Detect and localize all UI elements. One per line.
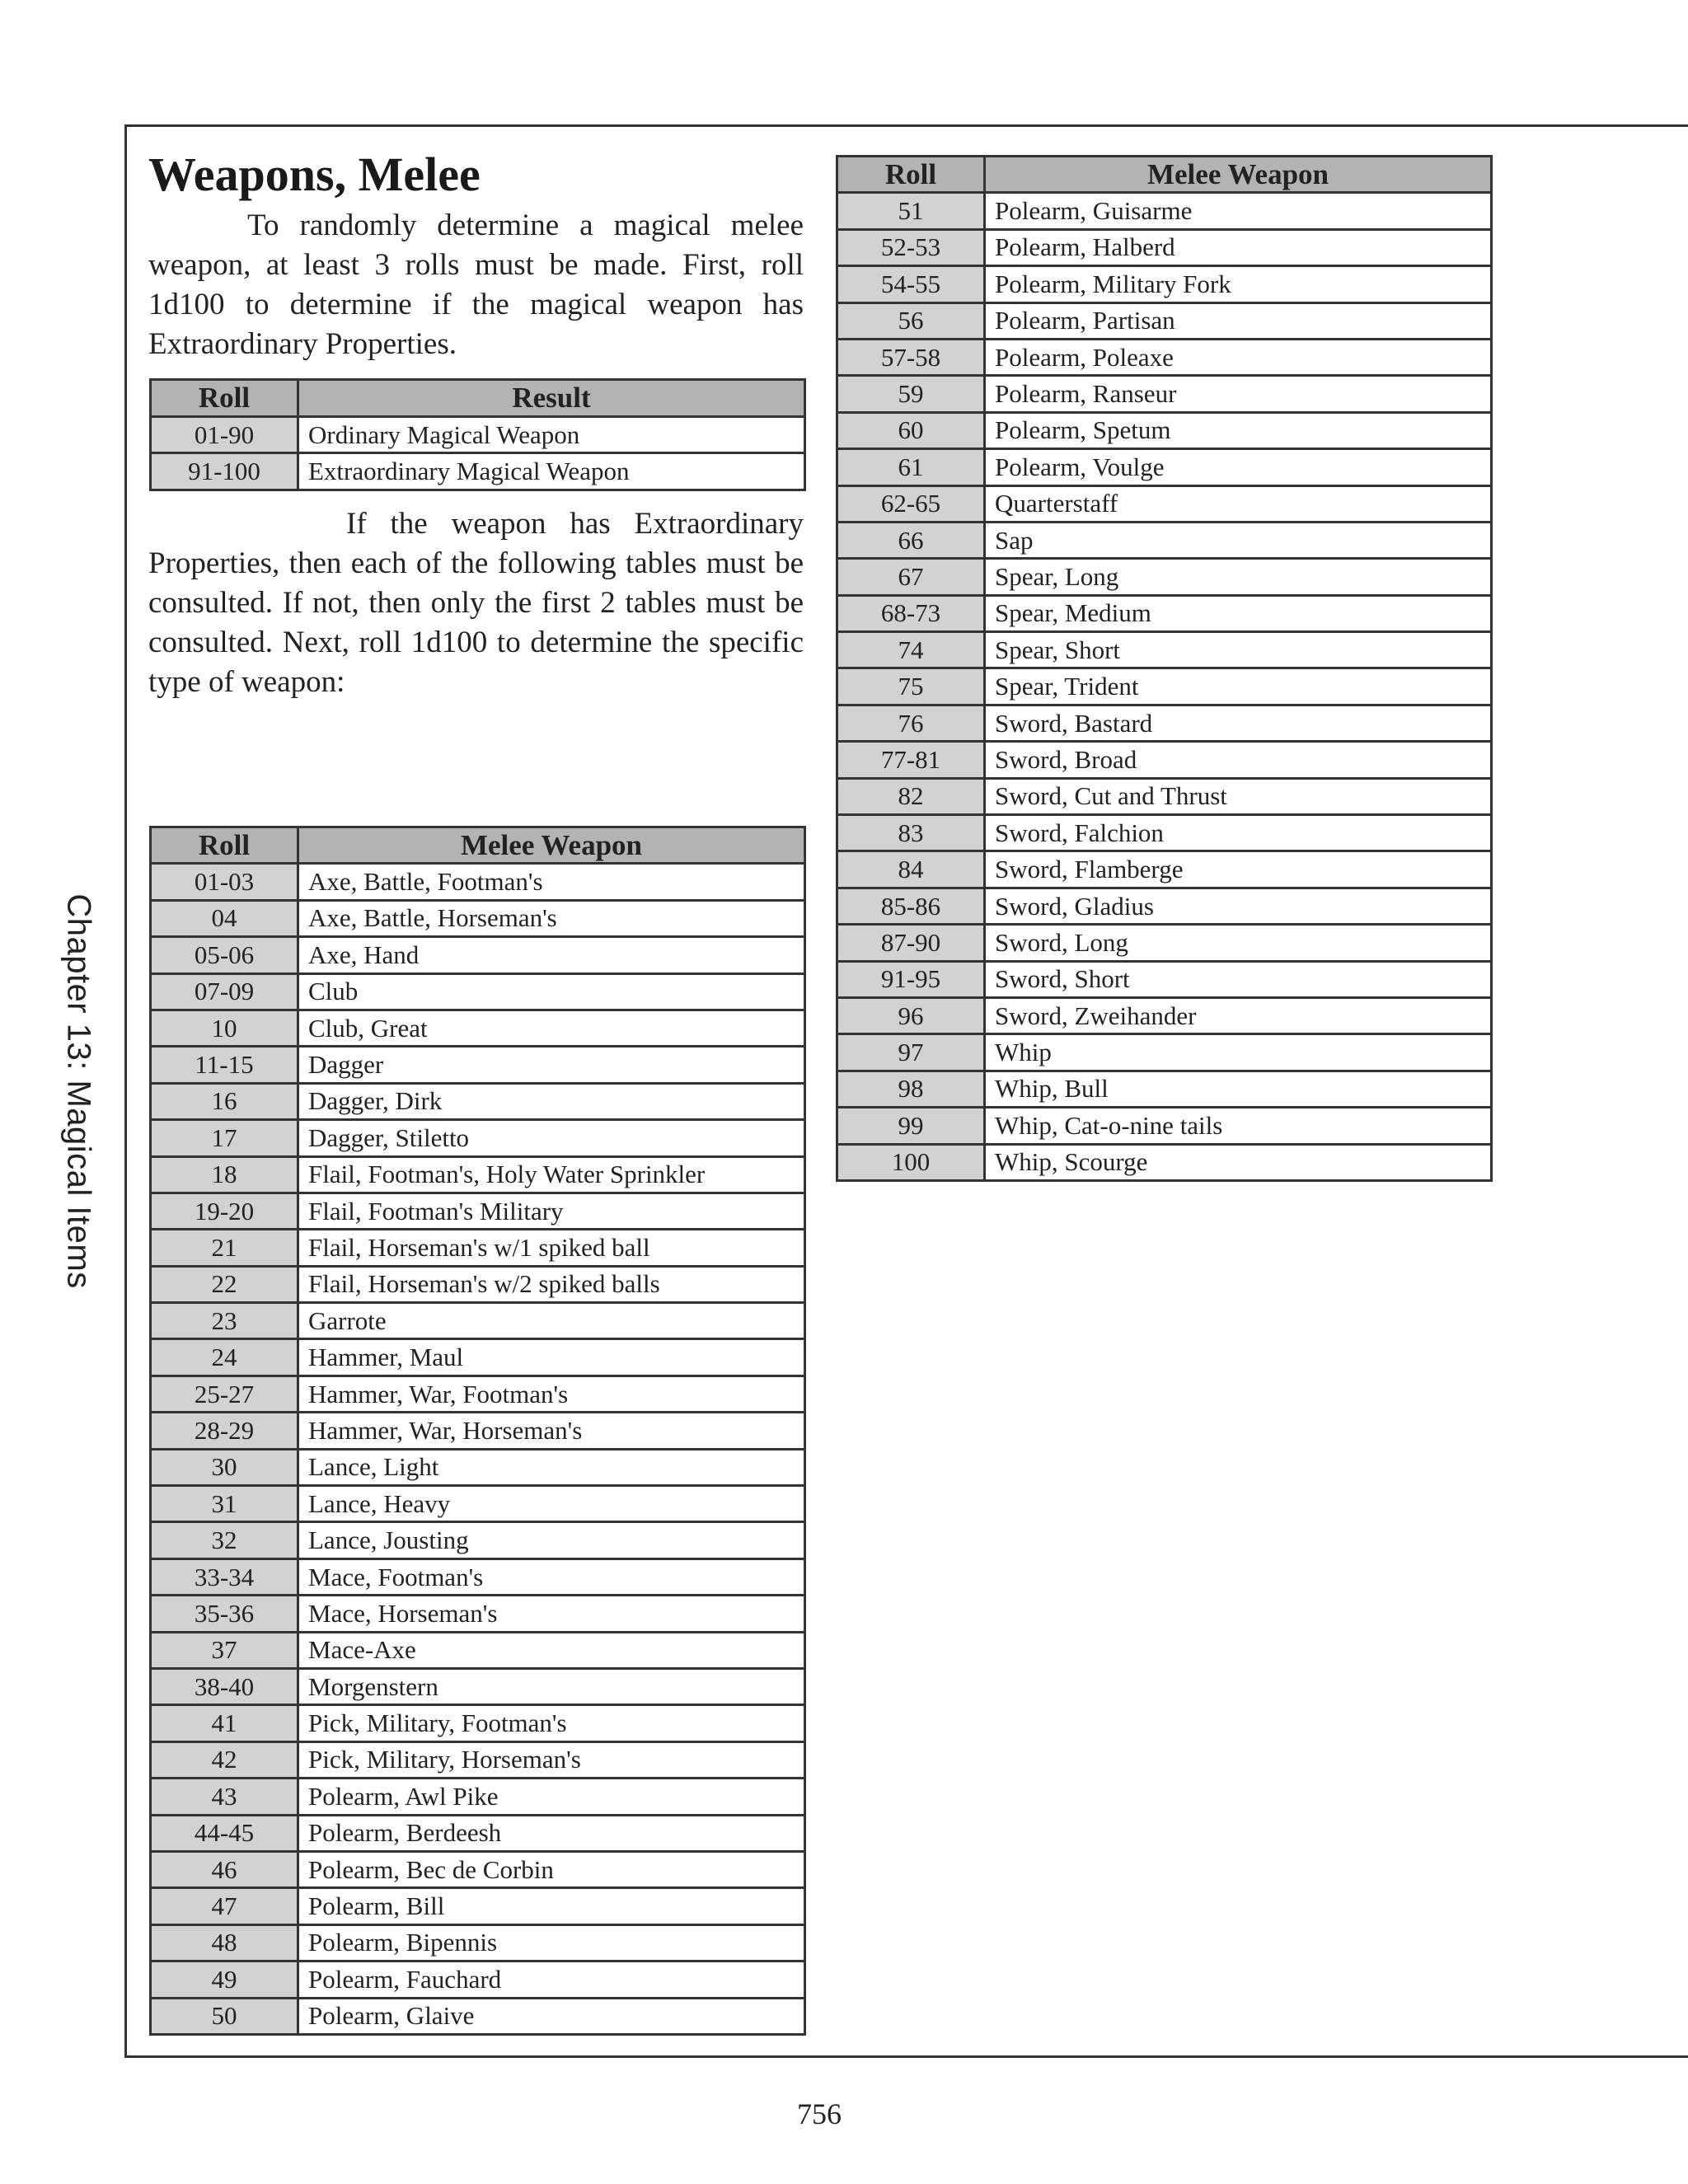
result-cell: Quarterstaff bbox=[985, 485, 1492, 522]
result-cell: Club, Great bbox=[298, 1010, 805, 1046]
table-row bbox=[151, 1522, 805, 1558]
page-frame-left bbox=[124, 124, 127, 2055]
table-row bbox=[837, 193, 1492, 229]
result-cell: Ordinary Magical Weapon bbox=[298, 416, 805, 453]
roll-cell: 16 bbox=[151, 1083, 298, 1119]
table-row bbox=[151, 1376, 805, 1412]
result-cell: Axe, Battle, Footman's bbox=[298, 864, 805, 900]
table-row bbox=[151, 1083, 805, 1119]
roll-cell: 10 bbox=[151, 1010, 298, 1046]
roll-cell: 84 bbox=[837, 851, 985, 888]
roll-cell: 07-09 bbox=[151, 973, 298, 1010]
table-row bbox=[151, 1449, 805, 1485]
roll-cell: 85-86 bbox=[837, 888, 985, 924]
roll-cell: 48 bbox=[151, 1924, 298, 1961]
roll-cell: 18 bbox=[151, 1156, 298, 1193]
table-row bbox=[837, 485, 1492, 522]
result-cell: Polearm, Glaive bbox=[298, 1998, 805, 2034]
roll-cell: 87-90 bbox=[837, 925, 985, 961]
instructions-paragraph: If the weapon has Extraordinary Properties, then each of the following tables must be consulted. If not, then only the first 2 tables must be consulted. Next, roll 1d100 to determine the specific type of weapon: bbox=[148, 507, 804, 699]
result-cell: Pick, Military, Horseman's bbox=[298, 1741, 805, 1778]
table-row bbox=[837, 742, 1492, 778]
table-row bbox=[837, 339, 1492, 375]
table-row bbox=[151, 900, 805, 936]
result-cell: Polearm, Voulge bbox=[985, 449, 1492, 485]
result-cell: Hammer, War, Horseman's bbox=[298, 1413, 805, 1449]
roll-cell: 32 bbox=[151, 1522, 298, 1558]
table-row bbox=[151, 1668, 805, 1704]
table-row bbox=[151, 1047, 805, 1083]
table-row bbox=[151, 1924, 805, 1961]
roll-cell: 66 bbox=[837, 522, 985, 558]
table-row bbox=[151, 1851, 805, 1887]
result-cell: Polearm, Awl Pike bbox=[298, 1779, 805, 1815]
table-row bbox=[151, 1961, 805, 1998]
table-row bbox=[837, 705, 1492, 741]
page-frame-bottom bbox=[124, 2055, 1688, 2058]
roll-cell: 42 bbox=[151, 1741, 298, 1778]
roll-column-header: Roll bbox=[151, 827, 298, 864]
result-column-header: Result bbox=[298, 380, 805, 417]
result-cell: Spear, Medium bbox=[985, 595, 1492, 631]
roll-cell: 61 bbox=[837, 449, 985, 485]
result-cell: Sword, Falchion bbox=[985, 815, 1492, 851]
result-cell: Polearm, Bipennis bbox=[298, 1924, 805, 1961]
roll-cell: 91-100 bbox=[151, 453, 298, 490]
roll-cell: 83 bbox=[837, 815, 985, 851]
roll-cell: 100 bbox=[837, 1144, 985, 1180]
roll-cell: 19-20 bbox=[151, 1193, 298, 1229]
result-cell: Hammer, Maul bbox=[298, 1339, 805, 1376]
result-cell: Sword, Gladius bbox=[985, 888, 1492, 924]
table-row bbox=[837, 522, 1492, 558]
roll-cell: 04 bbox=[151, 900, 298, 936]
result-cell: Flail, Footman's, Holy Water Sprinkler bbox=[298, 1156, 805, 1193]
table-row bbox=[837, 925, 1492, 961]
roll-cell: 57-58 bbox=[837, 339, 985, 375]
result-cell: Spear, Long bbox=[985, 559, 1492, 595]
roll-cell: 99 bbox=[837, 1108, 985, 1144]
result-column-header: Melee Weapon bbox=[985, 157, 1492, 193]
result-cell: Polearm, Bec de Corbin bbox=[298, 1851, 805, 1887]
result-cell: Morgenstern bbox=[298, 1668, 805, 1704]
roll-cell: 43 bbox=[151, 1779, 298, 1815]
table-row bbox=[837, 888, 1492, 924]
table-row bbox=[837, 595, 1492, 631]
table-row bbox=[837, 632, 1492, 668]
table-row bbox=[151, 1120, 805, 1156]
result-cell: Sword, Flamberge bbox=[985, 851, 1492, 888]
result-cell: Axe, Hand bbox=[298, 937, 805, 973]
table-row bbox=[151, 1779, 805, 1815]
roll-cell: 24 bbox=[151, 1339, 298, 1376]
result-cell: Dagger bbox=[298, 1047, 805, 1083]
intro-paragraph: To randomly determine a magical melee weapon, at least 3 rolls must be made. First, roll 1d100 to determine if the magical weapon has Extraordinary Properties. bbox=[148, 209, 804, 361]
result-cell: Sword, Broad bbox=[985, 742, 1492, 778]
table-row bbox=[151, 1339, 805, 1376]
result-cell: Spear, Trident bbox=[985, 668, 1492, 705]
result-cell: Whip, Bull bbox=[985, 1071, 1492, 1107]
result-cell: Polearm, Ranseur bbox=[985, 376, 1492, 412]
roll-cell: 91-95 bbox=[837, 961, 985, 997]
table-row bbox=[837, 1034, 1492, 1071]
table-row bbox=[151, 1888, 805, 1924]
table-header-row bbox=[151, 827, 805, 864]
table-row bbox=[837, 1144, 1492, 1180]
roll-cell: 75 bbox=[837, 668, 985, 705]
result-cell: Polearm, Guisarme bbox=[985, 193, 1492, 229]
roll-cell: 37 bbox=[151, 1632, 298, 1668]
page-number: 756 bbox=[797, 2097, 842, 2130]
table-row bbox=[151, 1193, 805, 1229]
result-cell: Whip, Scourge bbox=[985, 1144, 1492, 1180]
roll-cell: 44-45 bbox=[151, 1815, 298, 1851]
chapter-label: Chapter 13: Magical Items bbox=[60, 893, 97, 1289]
result-cell: Sword, Bastard bbox=[985, 705, 1492, 741]
table-row bbox=[151, 937, 805, 973]
result-cell: Sword, Long bbox=[985, 925, 1492, 961]
roll-cell: 51 bbox=[837, 193, 985, 229]
roll-cell: 60 bbox=[837, 412, 985, 448]
result-cell: Polearm, Bill bbox=[298, 1888, 805, 1924]
roll-cell: 17 bbox=[151, 1120, 298, 1156]
result-cell: Dagger, Dirk bbox=[298, 1083, 805, 1119]
melee-weapon-table-right bbox=[836, 155, 1493, 1182]
result-cell: Polearm, Halberd bbox=[985, 229, 1492, 265]
roll-column-header: Roll bbox=[151, 380, 298, 417]
result-cell: Polearm, Partisan bbox=[985, 302, 1492, 339]
roll-cell: 35-36 bbox=[151, 1596, 298, 1632]
table-header-row bbox=[837, 157, 1492, 193]
table-row bbox=[151, 416, 805, 453]
result-cell: Mace-Axe bbox=[298, 1632, 805, 1668]
result-cell: Polearm, Spetum bbox=[985, 412, 1492, 448]
roll-cell: 59 bbox=[837, 376, 985, 412]
table-row bbox=[151, 1998, 805, 2034]
result-cell: Flail, Footman's Military bbox=[298, 1193, 805, 1229]
roll-cell: 01-03 bbox=[151, 864, 298, 900]
result-cell: Sword, Cut and Thrust bbox=[985, 778, 1492, 814]
table-row bbox=[151, 1705, 805, 1741]
table-row bbox=[151, 1486, 805, 1522]
result-cell: Garrote bbox=[298, 1303, 805, 1339]
roll-cell: 97 bbox=[837, 1034, 985, 1071]
result-cell: Extraordinary Magical Weapon bbox=[298, 453, 805, 490]
table-header-row bbox=[151, 380, 805, 417]
table-row bbox=[151, 1156, 805, 1193]
roll-cell: 21 bbox=[151, 1230, 298, 1266]
table-row bbox=[151, 1558, 805, 1595]
result-cell: Sap bbox=[985, 522, 1492, 558]
roll-cell: 68-73 bbox=[837, 595, 985, 631]
roll-cell: 56 bbox=[837, 302, 985, 339]
table-row bbox=[151, 1815, 805, 1851]
roll-cell: 96 bbox=[837, 997, 985, 1033]
result-cell: Sword, Zweihander bbox=[985, 997, 1492, 1033]
melee-weapon-table-left bbox=[149, 826, 806, 2036]
roll-cell: 41 bbox=[151, 1705, 298, 1741]
table-row bbox=[837, 997, 1492, 1033]
table-row bbox=[837, 449, 1492, 485]
result-cell: Flail, Horseman's w/1 spiked ball bbox=[298, 1230, 805, 1266]
table-row bbox=[151, 1303, 805, 1339]
roll-cell: 33-34 bbox=[151, 1558, 298, 1595]
result-cell: Whip bbox=[985, 1034, 1492, 1071]
result-column-header: Melee Weapon bbox=[298, 827, 805, 864]
table-row bbox=[837, 302, 1492, 339]
result-cell: Axe, Battle, Horseman's bbox=[298, 900, 805, 936]
result-cell: Polearm, Poleaxe bbox=[985, 339, 1492, 375]
table-row bbox=[837, 266, 1492, 302]
table-row bbox=[837, 412, 1492, 448]
roll-cell: 62-65 bbox=[837, 485, 985, 522]
roll-cell: 52-53 bbox=[837, 229, 985, 265]
section-heading: Weapons, Melee bbox=[148, 148, 481, 201]
table-row bbox=[837, 668, 1492, 705]
result-cell: Spear, Short bbox=[985, 632, 1492, 668]
roll-cell: 47 bbox=[151, 1888, 298, 1924]
result-cell: Pick, Military, Footman's bbox=[298, 1705, 805, 1741]
roll-cell: 38-40 bbox=[151, 1668, 298, 1704]
table-row bbox=[837, 851, 1492, 888]
result-cell: Mace, Footman's bbox=[298, 1558, 805, 1595]
roll-cell: 01-90 bbox=[151, 416, 298, 453]
roll-cell: 77-81 bbox=[837, 742, 985, 778]
roll-cell: 74 bbox=[837, 632, 985, 668]
roll-cell: 49 bbox=[151, 1961, 298, 1998]
roll-cell: 05-06 bbox=[151, 937, 298, 973]
table-row bbox=[837, 229, 1492, 265]
result-cell: Hammer, War, Footman's bbox=[298, 1376, 805, 1412]
table-row bbox=[837, 1071, 1492, 1107]
roll-cell: 11-15 bbox=[151, 1047, 298, 1083]
roll-cell: 67 bbox=[837, 559, 985, 595]
table-row bbox=[837, 559, 1492, 595]
roll-cell: 98 bbox=[837, 1071, 985, 1107]
roll-cell: 31 bbox=[151, 1486, 298, 1522]
roll-cell: 22 bbox=[151, 1266, 298, 1302]
table-row bbox=[837, 778, 1492, 814]
table-row bbox=[151, 1741, 805, 1778]
table-row bbox=[151, 1632, 805, 1668]
result-cell: Mace, Horseman's bbox=[298, 1596, 805, 1632]
table-row bbox=[151, 864, 805, 900]
result-cell: Flail, Horseman's w/2 spiked balls bbox=[298, 1266, 805, 1302]
result-cell: Lance, Light bbox=[298, 1449, 805, 1485]
result-table bbox=[149, 378, 806, 491]
roll-cell: 28-29 bbox=[151, 1413, 298, 1449]
table-row bbox=[151, 1596, 805, 1632]
table-row bbox=[837, 815, 1492, 851]
table-row bbox=[151, 1010, 805, 1046]
result-cell: Polearm, Berdeesh bbox=[298, 1815, 805, 1851]
table-row bbox=[151, 1413, 805, 1449]
roll-column-header: Roll bbox=[837, 157, 985, 193]
roll-cell: 46 bbox=[151, 1851, 298, 1887]
table-row bbox=[151, 1230, 805, 1266]
table-row bbox=[837, 376, 1492, 412]
result-cell: Lance, Jousting bbox=[298, 1522, 805, 1558]
table-row bbox=[837, 1108, 1492, 1144]
roll-cell: 23 bbox=[151, 1303, 298, 1339]
roll-cell: 50 bbox=[151, 1998, 298, 2034]
table-row bbox=[151, 1266, 805, 1302]
page-frame-top bbox=[124, 124, 1688, 127]
table-row bbox=[151, 973, 805, 1010]
result-cell: Sword, Short bbox=[985, 961, 1492, 997]
result-cell: Dagger, Stiletto bbox=[298, 1120, 805, 1156]
table-row bbox=[837, 961, 1492, 997]
result-cell: Club bbox=[298, 973, 805, 1010]
table-row bbox=[151, 453, 805, 490]
result-cell: Polearm, Fauchard bbox=[298, 1961, 805, 1998]
roll-cell: 54-55 bbox=[837, 266, 985, 302]
roll-cell: 30 bbox=[151, 1449, 298, 1485]
roll-cell: 76 bbox=[837, 705, 985, 741]
roll-cell: 25-27 bbox=[151, 1376, 298, 1412]
result-cell: Polearm, Military Fork bbox=[985, 266, 1492, 302]
result-cell: Whip, Cat-o-nine tails bbox=[985, 1108, 1492, 1144]
roll-cell: 82 bbox=[837, 778, 985, 814]
result-cell: Lance, Heavy bbox=[298, 1486, 805, 1522]
